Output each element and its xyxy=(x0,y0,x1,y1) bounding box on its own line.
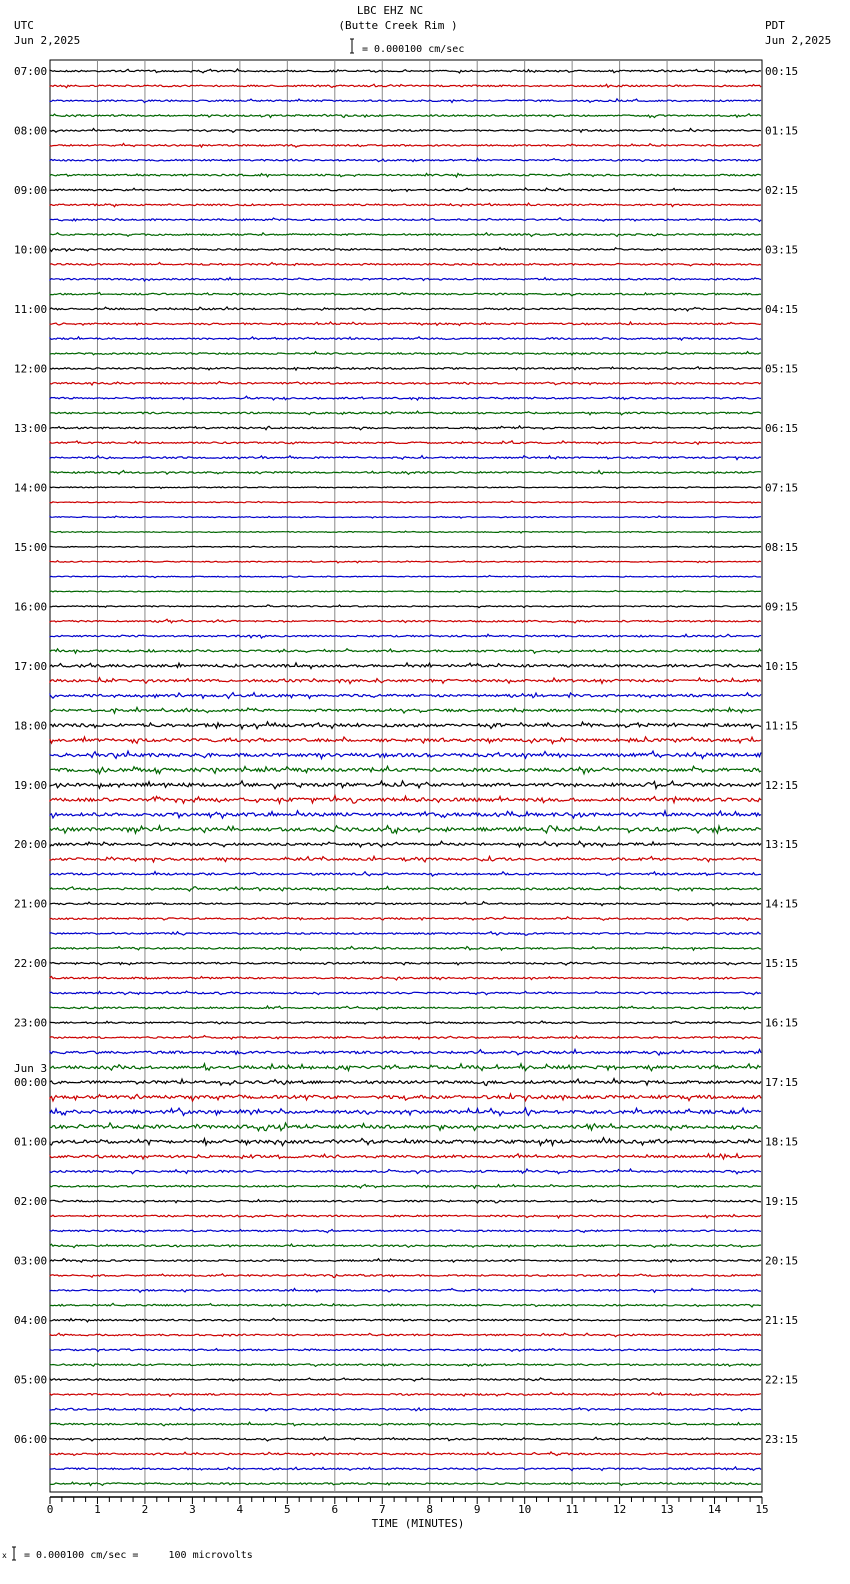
trace-line xyxy=(50,381,761,385)
trace-line xyxy=(50,278,761,282)
trace-line xyxy=(50,293,761,296)
trace-line xyxy=(50,591,761,593)
trace-line xyxy=(50,99,761,103)
trace-line xyxy=(50,1452,761,1456)
utc-hour-label: 07:00 xyxy=(14,65,48,78)
footer-scale-bar-icon xyxy=(12,1547,16,1560)
station-title: LBC EHZ NC xyxy=(356,4,424,17)
pdt-hour-label: 10:15 xyxy=(765,659,799,673)
trace-line xyxy=(50,396,761,400)
trace-line xyxy=(50,1467,761,1471)
trace-line xyxy=(50,1303,761,1307)
trace-line xyxy=(50,173,761,177)
pdt-hour-label: 00:15 xyxy=(765,65,799,78)
pdt-hour-label: 03:15 xyxy=(765,243,799,257)
trace-line xyxy=(50,1349,761,1352)
utc-hour-label: 09:00 xyxy=(14,183,48,197)
trace-line xyxy=(50,649,761,654)
utc-hour-label: 14:00 xyxy=(14,481,48,495)
x-tick-label: 6 xyxy=(331,1503,339,1516)
trace-line xyxy=(50,352,761,355)
grid xyxy=(50,60,762,1492)
x-tick-label: 5 xyxy=(284,1503,291,1516)
trace-line xyxy=(50,426,761,430)
trace-line xyxy=(50,158,761,161)
trace-line xyxy=(50,1407,761,1411)
trace-line xyxy=(50,1244,761,1248)
trace-line xyxy=(50,233,761,237)
trace-line xyxy=(50,516,761,518)
trace-line xyxy=(50,69,761,73)
utc-hour-label: 10:00 xyxy=(14,243,48,257)
trace-line xyxy=(50,531,761,533)
pdt-hour-label: 12:15 xyxy=(765,778,799,792)
pdt-hour-label: 11:15 xyxy=(765,719,799,733)
trace-line xyxy=(50,962,761,965)
utc-hour-label: 23:00 xyxy=(14,1016,48,1030)
utc-hour-label: 05:00 xyxy=(14,1373,48,1387)
right-date: Jun 2,2025 xyxy=(765,34,832,47)
utc-hour-label: 19:00 xyxy=(14,778,48,792)
trace-line xyxy=(50,1169,761,1174)
trace-line xyxy=(50,367,761,370)
trace-line xyxy=(50,872,761,877)
footer-mark: x xyxy=(2,1551,7,1560)
utc-hour-label: 06:00 xyxy=(14,1433,48,1447)
trace-line xyxy=(50,546,761,548)
trace-line xyxy=(50,887,761,892)
trace-line xyxy=(50,1333,761,1337)
trace-line xyxy=(50,1393,761,1397)
trace-line xyxy=(50,561,761,563)
utc-hour-label: 12:00 xyxy=(14,362,48,376)
pdt-hour-label: 15:15 xyxy=(765,957,799,971)
trace-line xyxy=(50,143,761,147)
trace-line xyxy=(50,1437,761,1441)
pdt-hour-label: 20:15 xyxy=(765,1254,799,1268)
trace-line xyxy=(50,188,761,191)
trace-line xyxy=(50,751,761,759)
trace-line xyxy=(50,307,761,311)
pdt-hour-label: 05:15 xyxy=(765,362,799,376)
x-axis-label: TIME (MINUTES) xyxy=(371,1517,465,1530)
x-axis xyxy=(47,1497,769,1516)
trace-line xyxy=(50,634,761,638)
trace-line xyxy=(50,456,761,460)
utc-hour-label: 08:00 xyxy=(14,124,48,138)
trace-line xyxy=(50,811,761,818)
pdt-hour-label: 22:15 xyxy=(765,1373,799,1387)
x-tick-label: 4 xyxy=(236,1503,244,1516)
trace-line xyxy=(50,114,761,118)
trace-line xyxy=(50,619,761,623)
trace-line xyxy=(50,1021,761,1024)
utc-hour-label: 15:00 xyxy=(14,540,48,554)
trace-line xyxy=(50,796,761,804)
trace-line xyxy=(50,1079,761,1086)
trace-line xyxy=(50,1274,761,1278)
trace-line xyxy=(50,1364,761,1367)
trace-line xyxy=(50,663,761,669)
x-tick-label: 0 xyxy=(46,1503,54,1516)
scale-label: = 0.000100 cm/sec xyxy=(362,44,465,55)
trace-line xyxy=(50,737,761,744)
traces xyxy=(50,69,761,1486)
trace-line xyxy=(50,1154,761,1159)
x-tick-label: 15 xyxy=(755,1503,769,1516)
station-name: (Butte Creek Rim ) xyxy=(338,19,458,32)
trace-line xyxy=(50,1050,761,1056)
pdt-hour-label: 16:15 xyxy=(765,1016,799,1030)
trace-line xyxy=(50,917,761,921)
plot-frame xyxy=(50,60,762,1492)
left-timezone: UTC xyxy=(14,19,34,32)
pdt-hour-label: 06:15 xyxy=(765,421,799,435)
x-tick-label: 13 xyxy=(660,1503,674,1516)
pdt-hour-label: 23:15 xyxy=(765,1433,799,1447)
trace-line xyxy=(50,1289,761,1293)
trace-line xyxy=(50,1422,761,1426)
trace-line xyxy=(50,1185,761,1189)
pdt-hour-label: 13:15 xyxy=(765,838,799,852)
trace-line xyxy=(50,322,761,326)
trace-line xyxy=(50,1378,761,1381)
trace-line xyxy=(50,1230,761,1233)
pdt-hour-label: 02:15 xyxy=(765,183,799,197)
x-tick-label: 14 xyxy=(707,1503,722,1516)
x-tick-label: 10 xyxy=(518,1503,532,1516)
trace-line xyxy=(50,766,761,774)
trace-line xyxy=(50,977,761,981)
trace-line xyxy=(50,991,761,995)
utc-hour-label: 13:00 xyxy=(14,421,48,435)
trace-line xyxy=(50,84,761,88)
pdt-hour-label: 17:15 xyxy=(765,1076,799,1090)
trace-line xyxy=(50,1215,761,1219)
utc-hour-label: 01:00 xyxy=(14,1135,48,1149)
trace-line xyxy=(50,781,761,789)
trace-line xyxy=(50,902,761,906)
pdt-hour-label: 01:15 xyxy=(765,124,799,138)
x-tick-label: 9 xyxy=(473,1503,481,1516)
trace-line xyxy=(50,1064,761,1071)
trace-line xyxy=(50,441,761,445)
trace-line xyxy=(50,1259,761,1263)
trace-line xyxy=(50,1482,761,1485)
x-tick-label: 7 xyxy=(378,1503,386,1516)
footer-scale-label: = 0.000100 cm/sec = 100 microvolts xyxy=(24,1550,253,1561)
utc-hour-label: 03:00 xyxy=(14,1254,48,1268)
x-tick-label: 8 xyxy=(426,1503,434,1516)
trace-line xyxy=(50,946,761,950)
trace-line xyxy=(50,337,761,340)
trace-line xyxy=(50,707,761,713)
trace-line xyxy=(50,678,761,684)
utc-hour-label: 21:00 xyxy=(14,897,48,911)
trace-line xyxy=(50,1318,761,1322)
utc-hour-label: 22:00 xyxy=(14,957,48,971)
pdt-hour-label: 21:15 xyxy=(765,1314,799,1328)
utc-hour-label: 18:00 xyxy=(14,719,48,733)
x-tick-label: 2 xyxy=(141,1503,149,1516)
pdt-hour-label: 08:15 xyxy=(765,540,799,554)
trace-line xyxy=(50,129,761,133)
pdt-hour-label: 04:15 xyxy=(765,302,799,316)
trace-line xyxy=(50,1006,761,1010)
x-tick-label: 12 xyxy=(612,1503,627,1516)
trace-line xyxy=(50,1138,761,1146)
scale-bar-icon xyxy=(350,39,354,53)
trace-line xyxy=(50,605,761,608)
trace-line xyxy=(50,722,761,729)
trace-line xyxy=(50,248,761,252)
trace-line xyxy=(50,856,761,862)
utc-hour-label: 02:00 xyxy=(14,1195,48,1209)
trace-line xyxy=(50,1108,761,1116)
day-change-label: Jun 3 xyxy=(14,1062,48,1076)
pdt-hour-label: 19:15 xyxy=(765,1195,799,1209)
pdt-hour-label: 18:15 xyxy=(765,1135,799,1149)
trace-line xyxy=(50,471,761,475)
utc-hour-label: 04:00 xyxy=(14,1314,48,1328)
trace-line xyxy=(50,841,761,847)
trace-line xyxy=(50,1200,761,1203)
trace-line xyxy=(50,501,761,503)
trace-line xyxy=(50,1036,761,1040)
left-date: Jun 2,2025 xyxy=(14,34,81,47)
right-timezone: PDT xyxy=(765,19,785,32)
utc-hour-label: 00:00 xyxy=(14,1076,48,1090)
trace-line xyxy=(50,218,761,222)
trace-line xyxy=(50,693,761,699)
pdt-hour-label: 07:15 xyxy=(765,481,799,495)
x-tick-label: 11 xyxy=(565,1503,579,1516)
x-tick-label: 3 xyxy=(189,1503,196,1516)
trace-line xyxy=(50,203,761,207)
trace-line xyxy=(50,932,761,936)
trace-line xyxy=(50,411,761,415)
pdt-hour-label: 09:15 xyxy=(765,600,799,614)
trace-line xyxy=(50,576,761,578)
pdt-hour-label: 14:15 xyxy=(765,897,799,911)
x-tick-label: 1 xyxy=(94,1503,101,1516)
utc-hour-label: 20:00 xyxy=(14,838,48,852)
trace-line xyxy=(50,263,761,266)
trace-line xyxy=(50,1094,761,1101)
trace-line xyxy=(50,1123,761,1131)
trace-line xyxy=(50,487,761,489)
utc-hour-label: 17:00 xyxy=(14,659,48,673)
utc-hour-label: 11:00 xyxy=(14,302,48,316)
trace-line xyxy=(50,826,761,834)
utc-hour-label: 16:00 xyxy=(14,600,48,614)
